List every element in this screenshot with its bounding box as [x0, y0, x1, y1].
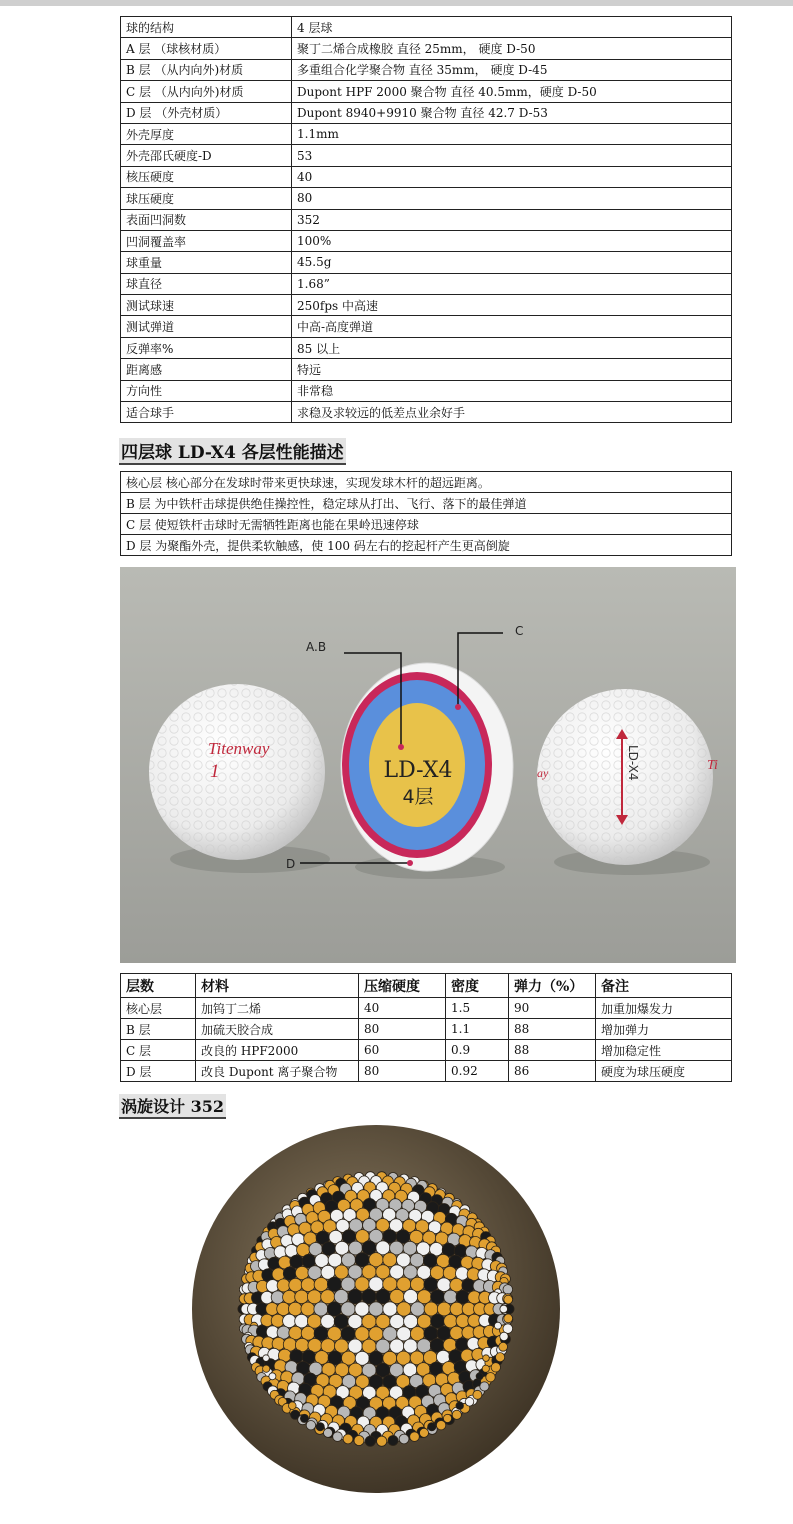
description-text: 核心层 核心部分在发球时带来更快球速，实现发球木杆的超远距离。	[121, 472, 732, 493]
description-row	[121, 493, 732, 514]
column-header: 备注	[596, 974, 732, 998]
spec-row	[121, 209, 732, 230]
dimple	[295, 1290, 309, 1304]
spec-value: 100%	[292, 230, 732, 251]
dimple	[269, 1373, 276, 1380]
dimple	[307, 1314, 321, 1328]
table-row	[121, 1061, 732, 1082]
product-photo	[120, 567, 736, 963]
dimple	[410, 1277, 424, 1291]
spec-value: 非常稳	[292, 380, 732, 401]
dimple	[301, 1302, 315, 1316]
spec-key: 测试球速	[121, 295, 292, 316]
spec-row	[121, 230, 732, 251]
spec-key: 球的结构	[121, 17, 292, 38]
dimple	[341, 1302, 355, 1316]
dimple	[321, 1290, 335, 1304]
table-cell: D 层	[121, 1061, 196, 1082]
spec-row	[121, 380, 732, 401]
spec-row	[121, 102, 732, 123]
dimple	[476, 1373, 483, 1380]
table-cell: 86	[509, 1061, 596, 1082]
column-header: 材料	[196, 974, 359, 998]
spec-key: 球直径	[121, 273, 292, 294]
spec-row	[121, 188, 732, 209]
spec-value: 45.5g	[292, 252, 732, 273]
dimple	[404, 1265, 418, 1279]
dimple	[289, 1402, 297, 1410]
table-cell: 90	[509, 998, 596, 1019]
spec-key: 反弹率%	[121, 337, 292, 358]
table-cell: 核心层	[121, 998, 196, 1019]
dimple	[500, 1332, 508, 1340]
dimple	[424, 1302, 438, 1316]
dimple	[263, 1355, 270, 1362]
dimple	[388, 1436, 398, 1446]
table-cell: 加钨丁二烯	[196, 998, 359, 1019]
spec-value: 聚丁二烯合成橡胶 直径 25mm， 硬度 D-50	[292, 38, 732, 59]
dimple	[335, 1265, 349, 1279]
spec-value: 多重组合化学聚合物 直径 35mm， 硬度 D-45	[292, 59, 732, 80]
dimple	[404, 1290, 418, 1304]
dimple	[377, 1436, 387, 1446]
table-cell: 硬度为球压硬度	[596, 1061, 732, 1082]
table-cell: 加硫天胶合成	[196, 1019, 359, 1040]
dimple-pattern-illustration	[190, 1123, 562, 1495]
column-header: 弹力（%）	[509, 974, 596, 998]
spec-key: 方向性	[121, 380, 292, 401]
callout-label-c: C	[515, 624, 524, 638]
spec-value: 4 层球	[292, 17, 732, 38]
table-row	[121, 998, 732, 1019]
table-cell: 88	[509, 1040, 596, 1061]
description-row	[121, 535, 732, 556]
dimple	[288, 1302, 302, 1316]
dimple	[390, 1289, 404, 1303]
spec-row	[121, 166, 732, 187]
spec-row	[121, 17, 732, 38]
spec-key: 测试弹道	[121, 316, 292, 337]
spec-value: 85 以上	[292, 337, 732, 358]
dimple	[365, 1436, 375, 1446]
spec-key: 表面凹洞数	[121, 209, 292, 230]
core-layers-text: 4层	[402, 786, 434, 808]
spec-key: C 层 （从内向外)材质	[121, 81, 292, 102]
table-row	[121, 1040, 732, 1061]
dimple	[355, 1302, 369, 1316]
table-cell: 1.1	[446, 1019, 509, 1040]
description-text: D 层 为聚酯外壳，提供柔软触感，使 100 码左右的挖起杆产生更高倒旋	[121, 535, 732, 556]
dimple	[327, 1302, 341, 1316]
dimple	[420, 1428, 429, 1437]
dimple	[354, 1436, 364, 1446]
dimple	[491, 1363, 500, 1372]
dimple	[444, 1314, 458, 1328]
section-title-layers: 四层球 LD-X4 各层性能描述	[119, 438, 346, 465]
dimple	[436, 1421, 445, 1430]
layer-spec-table	[120, 973, 732, 1082]
dimple	[300, 1414, 308, 1422]
spec-key: 外壳厚度	[121, 123, 292, 144]
dimple	[452, 1410, 461, 1419]
spec-value: Dupont 8940+9910 聚合物 直径 42.7 D-53	[292, 102, 732, 123]
golf-ball-cross-section	[341, 663, 513, 871]
spec-row	[121, 359, 732, 380]
ball-number-text: 1	[210, 761, 220, 782]
core-model-text: LD-X4	[383, 758, 453, 783]
spec-key: 球重量	[121, 252, 292, 273]
dimple	[504, 1314, 513, 1323]
spec-value: 1.1mm	[292, 123, 732, 144]
spec-key: 凹洞覆盖率	[121, 230, 292, 251]
dimple	[301, 1278, 315, 1292]
table-cell: 40	[359, 998, 446, 1019]
dimple	[314, 1302, 328, 1316]
table-cell: 加重加爆发力	[596, 998, 732, 1019]
layer-description-table	[120, 471, 732, 556]
dimple	[437, 1302, 451, 1316]
table-cell: 增加稳定性	[596, 1040, 732, 1061]
spec-key: 核压硬度	[121, 166, 292, 187]
dimple	[456, 1290, 469, 1303]
dimple	[369, 1302, 383, 1316]
dimple	[343, 1434, 353, 1444]
table-cell: 1.5	[446, 998, 509, 1019]
spec-key: D 层 （外壳材质）	[121, 102, 292, 123]
dimple	[283, 1314, 296, 1327]
dimple	[437, 1278, 451, 1292]
dimple	[494, 1322, 501, 1329]
table-cell: 60	[359, 1040, 446, 1061]
dimple	[362, 1289, 376, 1303]
spec-value: 40	[292, 166, 732, 187]
spec-value: 53	[292, 145, 732, 166]
table-row	[121, 1019, 732, 1040]
description-row	[121, 472, 732, 493]
dimple	[428, 1423, 436, 1431]
description-text: B 层 为中铁杆击球提供绝佳操控性，稳定球从打出、飞行、落下的最佳弹道	[121, 493, 732, 514]
description-text: C 层 使短铁杆击球时无需牺牲距离也能在果岭迅速停球	[121, 514, 732, 535]
table-cell: 80	[359, 1019, 446, 1040]
table-cell: 增加弹力	[596, 1019, 732, 1040]
dimple	[376, 1289, 390, 1303]
dimple	[307, 1290, 321, 1304]
spec-value: 中高-高度弹道	[292, 316, 732, 337]
dimple	[456, 1314, 469, 1327]
dimple	[277, 1279, 290, 1292]
dimple	[411, 1302, 425, 1316]
table-cell: B 层	[121, 1019, 196, 1040]
dimple	[431, 1314, 445, 1328]
spec-table	[120, 16, 732, 423]
callout-label-ab: A.B	[306, 640, 327, 654]
table-cell: 0.92	[446, 1061, 509, 1082]
dimple	[348, 1289, 362, 1303]
dimple	[482, 1365, 489, 1372]
dimple	[334, 1290, 348, 1304]
dimple	[500, 1305, 508, 1313]
dimple	[450, 1302, 464, 1316]
dimple	[456, 1402, 464, 1410]
spec-row	[121, 316, 732, 337]
dimple	[397, 1327, 411, 1341]
ball-brand-text: Titenway	[208, 739, 270, 758]
table-cell: 改良的 HPF2000	[196, 1040, 359, 1061]
ball-edge-text: Ti	[707, 758, 718, 773]
top-divider	[0, 0, 793, 6]
dimple	[431, 1290, 445, 1304]
spec-row	[121, 295, 732, 316]
spec-key: 适合球手	[121, 402, 292, 423]
spec-value: 80	[292, 188, 732, 209]
dimple	[499, 1342, 508, 1351]
dimple	[324, 1428, 333, 1437]
dimple	[263, 1365, 270, 1372]
dimple	[369, 1277, 383, 1291]
section-title-dimple: 涡旋设计 352	[119, 1094, 226, 1119]
dimple	[295, 1314, 309, 1328]
dimple	[314, 1278, 328, 1292]
column-header: 密度	[446, 974, 509, 998]
table-cell: 88	[509, 1019, 596, 1040]
dimple	[316, 1423, 324, 1431]
spec-key: 球压硬度	[121, 188, 292, 209]
dimple	[496, 1353, 505, 1362]
dimple	[397, 1302, 411, 1316]
column-header: 压缩硬度	[359, 974, 446, 998]
spec-row	[121, 273, 732, 294]
dimple	[483, 1355, 490, 1362]
spec-row	[121, 252, 732, 273]
dimple	[383, 1302, 397, 1316]
spec-row	[121, 145, 732, 166]
dimple	[486, 1373, 495, 1382]
column-header: 层数	[121, 974, 196, 998]
spec-key: A 层 （球核材质）	[121, 38, 292, 59]
table-header-row	[121, 974, 732, 998]
table-cell: C 层	[121, 1040, 196, 1061]
dimple	[289, 1278, 302, 1291]
table-cell: 80	[359, 1061, 446, 1082]
spec-value: 352	[292, 209, 732, 230]
spec-value: 1.68”	[292, 273, 732, 294]
dimple	[334, 1314, 348, 1328]
dimple	[480, 1382, 489, 1391]
golf-ball-left	[149, 684, 325, 860]
spec-key: B 层 （从内向外)材质	[121, 59, 292, 80]
dimple	[341, 1327, 355, 1341]
dimple	[321, 1314, 335, 1328]
spec-value: 250fps 中高速	[292, 295, 732, 316]
spec-row	[121, 81, 732, 102]
dimple	[277, 1302, 290, 1315]
spec-row	[121, 59, 732, 80]
dimple	[473, 1390, 482, 1399]
table-cell: 改良 Dupont 离子聚合物	[196, 1061, 359, 1082]
spec-value: 求稳及求较远的低差点业余好手	[292, 402, 732, 423]
table-cell: 0.9	[446, 1040, 509, 1061]
dimple	[306, 1421, 315, 1430]
dimple	[424, 1278, 438, 1292]
dimple	[450, 1278, 463, 1291]
dimple	[504, 1295, 513, 1304]
spec-value: 特远	[292, 359, 732, 380]
spec-row	[121, 38, 732, 59]
ball-model-text: LD-X4	[626, 745, 640, 781]
dimple	[417, 1290, 431, 1304]
dimple	[283, 1290, 296, 1303]
ball-edge-text-left: ay	[537, 766, 549, 780]
spec-row	[121, 123, 732, 144]
spec-value: Dupont HPF 2000 聚合物 直径 40.5mm，硬度 D-50	[292, 81, 732, 102]
dimple	[333, 1432, 343, 1442]
callout-label-d: D	[286, 857, 296, 871]
spec-row	[121, 337, 732, 358]
description-row	[121, 514, 732, 535]
dimple	[417, 1314, 431, 1328]
dimple	[465, 1398, 474, 1407]
spec-row	[121, 402, 732, 423]
spec-key: 外壳邵氏硬度-D	[121, 145, 292, 166]
dimple	[327, 1277, 341, 1291]
dimple	[399, 1434, 409, 1444]
dimple	[444, 1290, 458, 1304]
spec-key: 距离感	[121, 359, 292, 380]
dimple	[410, 1432, 420, 1442]
dimple	[404, 1314, 418, 1328]
dimple	[443, 1414, 451, 1422]
